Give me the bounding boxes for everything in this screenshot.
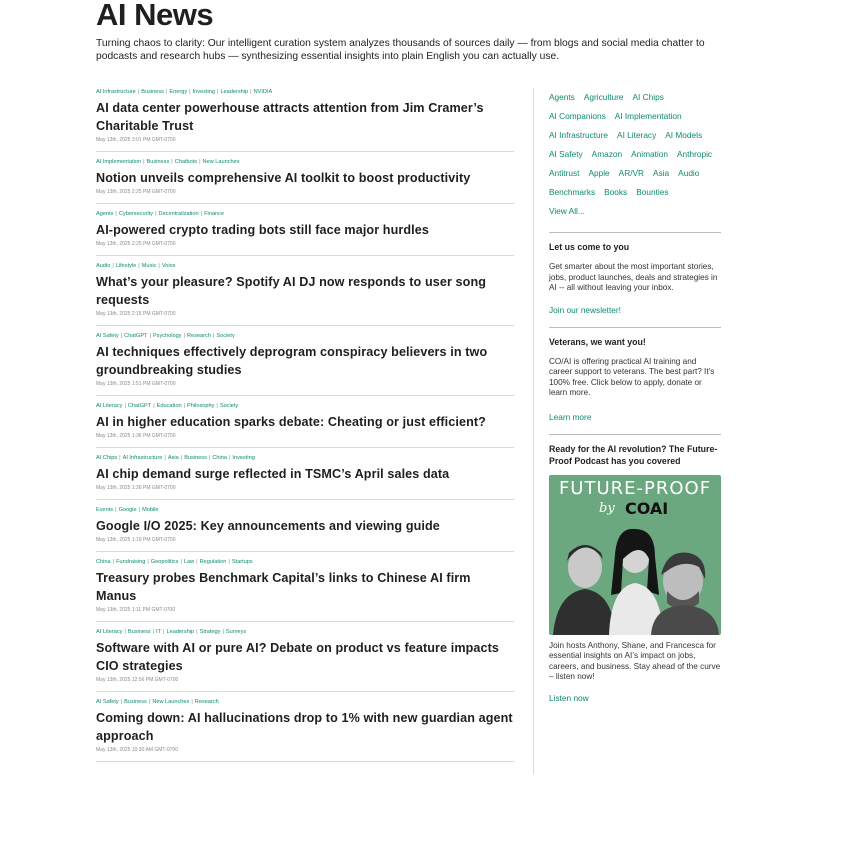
veterans-text: CO/AI is offering practical AI training and career support to veterans. The best part? It’s 100% free. Click below to apply, donate or learn more.	[549, 356, 715, 397]
article-tags	[96, 454, 514, 462]
newsletter-heading: Let us come to you	[549, 242, 630, 252]
article-tags	[96, 332, 514, 340]
article-item[interactable]	[96, 262, 514, 326]
article-date: May 13th, 2025 12:56 PM GMT-0700	[96, 677, 179, 683]
topic-link[interactable]: AI Infrastructure	[549, 130, 609, 140]
article-date: May 13th, 2025 10:30 AM GMT-0700	[96, 747, 178, 753]
article-headline-link[interactable]: AI data center powerhouse attracts attention from Jim Cramer’s Charitable Trust	[96, 101, 484, 133]
tag-separator: |	[124, 403, 126, 409]
tag-separator: |	[148, 699, 151, 705]
tag-separator: |	[120, 333, 123, 339]
article-tags	[96, 402, 514, 410]
tag-separator: |	[171, 159, 173, 165]
article-tags	[96, 628, 514, 636]
sidebar-divider	[549, 327, 721, 328]
tag-separator: |	[115, 211, 117, 217]
topic-link[interactable]: AI Companions	[549, 111, 606, 121]
article-headline-link[interactable]: AI chip demand surge reflected in TSMC’s April sales data	[96, 467, 450, 481]
tag-separator: |	[228, 455, 231, 461]
article-tag-link[interactable]: Cybersecurity	[118, 211, 154, 217]
article-tag-link[interactable]: Society	[219, 403, 239, 409]
article-tag-link[interactable]: AI Safety	[96, 699, 119, 705]
topic-link[interactable]: Antitrust	[549, 168, 580, 178]
column-divider	[533, 88, 534, 774]
article-tags	[96, 210, 514, 218]
topic-link[interactable]: Agents	[549, 92, 575, 102]
article-tag-link[interactable]: ChatGPT	[124, 333, 148, 339]
topic-link[interactable]: Anthropic	[677, 149, 713, 159]
article-tag-link[interactable]: Chatbots	[174, 159, 198, 165]
view-all-topics-link[interactable]: View All...	[549, 206, 585, 216]
article-tags	[96, 262, 514, 270]
article-date: May 13th, 2025 1:36 PM GMT-0700	[96, 433, 176, 439]
article-tag-link[interactable]: Business	[141, 89, 164, 95]
tag-separator: |	[138, 507, 141, 513]
article-tag-link[interactable]: Society	[216, 333, 235, 339]
page-intro: Turning chaos to clarity: Our intelligent curation system analyzes thousands of sources daily — from blogs and social media chatter to podcasts and research hubs — synthesizing essential insights into plain English you can actually use.	[96, 38, 705, 62]
topic-link[interactable]: Bounties	[636, 187, 669, 197]
newsletter-link[interactable]: Join our newsletter!	[549, 304, 621, 315]
article-tags	[96, 558, 514, 566]
article-date: May 13th, 2025 1:19 PM GMT-0700	[96, 537, 176, 543]
tag-separator: |	[196, 559, 198, 565]
article-tag-link[interactable]: Leadership	[166, 629, 195, 635]
article-headline-link[interactable]: AI in higher education sparks debate: Cheating or just efficient?	[96, 415, 486, 429]
podcast-heading: Ready for the AI revolution? The Future-Proof Podcast has you covered	[549, 443, 718, 466]
article-item[interactable]	[96, 402, 514, 448]
article-tag-link[interactable]: Psychology	[152, 333, 182, 339]
topic-link[interactable]: Audio	[678, 168, 700, 178]
article-tag-link[interactable]: China	[212, 455, 227, 461]
article-item[interactable]	[96, 158, 514, 204]
article-tag-link[interactable]: AI Safety	[96, 333, 119, 339]
tag-separator: |	[216, 403, 218, 409]
article-tag-link[interactable]: Philosophy	[187, 403, 215, 409]
article-tag-link[interactable]: Investing	[232, 455, 255, 461]
article-item[interactable]	[96, 628, 514, 692]
article-tag-link[interactable]: AI Implementation	[96, 159, 142, 165]
podcast-cover-logo: COAI	[625, 498, 669, 518]
article-tag-link[interactable]: IT	[156, 629, 162, 635]
podcast-cover-image[interactable]	[549, 475, 721, 635]
article-item[interactable]	[96, 332, 514, 396]
topic-link[interactable]: AI Literacy	[617, 130, 657, 140]
article-headline-link[interactable]: AI techniques effectively deprogram conspiracy believers in two groundbreaking studies	[96, 345, 488, 377]
article-tag-link[interactable]: NVIDIA	[253, 89, 273, 95]
topic-link[interactable]: Books	[604, 187, 628, 197]
article-tag-link[interactable]: Events	[96, 507, 114, 513]
tag-separator: |	[165, 89, 168, 95]
article-headline-link[interactable]: Notion unveils comprehensive AI toolkit to boost productivity	[96, 171, 471, 185]
podcast-caption: Join hosts Anthony, Shane, and Francesca for essential insights on AI’s impact on jobs, careers, and business. Stay ahead of the curve – listen now!	[549, 640, 721, 681]
article-tag-link[interactable]: AI Literacy	[96, 629, 123, 635]
tag-separator: |	[115, 507, 117, 513]
article-tag-link[interactable]: Energy	[169, 89, 188, 95]
tag-separator: |	[147, 559, 149, 565]
article-tag-link[interactable]: Leadership	[220, 89, 249, 95]
article-tag-link[interactable]: Agents	[96, 211, 114, 217]
tag-separator: |	[164, 455, 166, 461]
topic-link[interactable]: Apple	[588, 168, 610, 178]
article-tag-link[interactable]: Regulation	[199, 559, 227, 565]
article-tags	[96, 88, 514, 96]
tag-separator: |	[183, 333, 185, 339]
article-tag-link[interactable]: Business	[184, 455, 207, 461]
article-item[interactable]	[96, 210, 514, 256]
article-date: May 13th, 2025 1:26 PM GMT-0700	[96, 485, 176, 491]
article-date: May 13th, 2025 1:11 PM GMT-0700	[96, 607, 176, 613]
tag-separator: |	[112, 559, 115, 565]
article-headline-link[interactable]: Treasury probes Benchmark Capital’s links to Chinese AI firm Manus	[96, 571, 471, 603]
topic-link[interactable]: Asia	[653, 168, 670, 178]
podcast-hosts-illustration	[549, 475, 721, 635]
article-item[interactable]	[96, 454, 514, 500]
article-tag-link[interactable]: Google	[118, 507, 137, 513]
article-headline-link[interactable]: Coming down: AI hallucinations drop to 1% with new guardian agent approach	[96, 711, 513, 743]
tag-separator: |	[180, 455, 183, 461]
tag-separator: |	[124, 629, 126, 635]
newsletter-text: Get smarter about the most important stories, jobs, product launches, deals and strategies in AI -- all without leaving your inbox.	[549, 262, 718, 292]
article-tag-link[interactable]: Finance	[204, 211, 225, 217]
article-tag-link[interactable]: Geopolitics	[150, 559, 179, 565]
topic-link[interactable]: AI Implementation	[614, 111, 682, 121]
tag-separator: |	[228, 559, 230, 565]
article-headline-link[interactable]: What’s your pleasure? Spotify AI DJ now responds to user song requests	[96, 275, 487, 307]
tag-separator: |	[163, 629, 165, 635]
article-tag-link[interactable]: Strategy	[199, 629, 221, 635]
tag-separator: |	[216, 89, 219, 95]
tag-separator: |	[196, 629, 198, 635]
article-tag-link[interactable]: Startups	[231, 559, 253, 565]
article-headline-link[interactable]: AI-powered crypto trading bots still face major hurdles	[96, 223, 429, 237]
article-list	[96, 88, 514, 768]
article-tag-link[interactable]: Surveys	[225, 629, 247, 635]
article-tag-link[interactable]: AI Infrastructure	[96, 89, 136, 95]
veterans-heading: Veterans, we want you!	[549, 336, 646, 347]
tag-separator: |	[180, 559, 182, 565]
article-headline-link[interactable]: Software with AI or pure AI? Debate on product vs feature impacts CIO strategies	[96, 641, 500, 673]
podcast-cover-title: FUTURE-PROOF	[558, 477, 712, 499]
article-tag-link[interactable]: Business	[146, 159, 170, 165]
tag-separator: |	[153, 403, 155, 409]
article-tag-link[interactable]: Music	[141, 263, 157, 269]
article-tag-link[interactable]: Business	[127, 629, 151, 635]
tag-separator: |	[183, 403, 186, 409]
tag-separator: |	[191, 699, 193, 705]
sidebar	[549, 88, 721, 704]
article-tags	[96, 158, 514, 166]
tag-separator: |	[155, 211, 157, 217]
page-title: AI News	[96, 0, 214, 32]
article-tag-link[interactable]: ChatGPT	[127, 403, 152, 409]
topic-link[interactable]: AR/VR	[618, 168, 645, 178]
article-tag-link[interactable]: Audio	[96, 263, 111, 269]
article-tag-link[interactable]: Investing	[192, 89, 215, 95]
article-date: May 13th, 2025 3:01 PM GMT-0700	[96, 137, 176, 143]
article-tag-link[interactable]: Research	[187, 333, 211, 339]
article-tag-link[interactable]: Asia	[167, 455, 179, 461]
article-item[interactable]	[96, 698, 514, 762]
article-item[interactable]	[96, 558, 514, 622]
tag-separator: |	[119, 455, 121, 461]
tag-separator: |	[199, 159, 201, 165]
topic-link[interactable]: AI Chips	[632, 92, 664, 102]
tag-separator: |	[222, 629, 224, 635]
article-tag-link[interactable]: Mobile	[142, 507, 159, 513]
tag-separator: |	[152, 629, 155, 635]
topic-link[interactable]: AI Models	[665, 130, 703, 140]
article-date: May 13th, 2025 2:15 PM GMT-0700	[96, 311, 176, 317]
tag-separator: |	[120, 699, 123, 705]
topic-link[interactable]: Animation	[631, 149, 669, 159]
tag-separator: |	[208, 455, 211, 461]
topic-link[interactable]: Agriculture	[583, 92, 624, 102]
tag-separator: |	[158, 263, 160, 269]
sidebar-divider	[549, 434, 721, 435]
article-tag-link[interactable]: Fundraising	[116, 559, 146, 565]
tag-separator: |	[149, 333, 151, 339]
article-tags	[96, 698, 514, 706]
topic-list	[549, 88, 721, 202]
tag-separator: |	[200, 211, 203, 217]
veterans-learn-more-link[interactable]: Learn more	[549, 411, 592, 422]
podcast-cover-by: by	[599, 500, 615, 516]
tag-separator: |	[189, 89, 191, 95]
article-headline-link[interactable]: Google I/O 2025: Key announcements and viewing guide	[96, 519, 440, 533]
article-tag-link[interactable]: China	[96, 559, 111, 565]
article-tag-link[interactable]: AI Infrastructure	[122, 455, 163, 461]
article-tag-link[interactable]: Voice	[161, 263, 176, 269]
article-tag-link[interactable]: Education	[156, 403, 182, 409]
article-tag-link[interactable]: Decentralization	[158, 211, 199, 217]
article-tag-link[interactable]: AI Literacy	[96, 403, 123, 409]
tag-separator: |	[137, 89, 140, 95]
article-tag-link[interactable]: Lifestyle	[115, 263, 137, 269]
tag-separator: |	[212, 333, 215, 339]
article-tag-link[interactable]: Business	[124, 699, 147, 705]
topic-link[interactable]: Benchmarks	[549, 187, 596, 197]
tag-separator: |	[250, 89, 252, 95]
tag-separator: |	[143, 159, 145, 165]
article-item[interactable]	[96, 506, 514, 552]
tag-separator: |	[112, 263, 114, 269]
article-date: May 13th, 2025 1:51 PM GMT-0700	[96, 381, 176, 387]
article-tag-link[interactable]: New Launches	[152, 699, 190, 705]
article-tag-link[interactable]: New Launches	[202, 159, 240, 165]
sidebar-divider	[549, 232, 721, 233]
article-item[interactable]	[96, 88, 514, 152]
article-tags	[96, 506, 514, 514]
article-tag-link[interactable]: Research	[194, 699, 219, 705]
article-tag-link[interactable]: Law	[183, 559, 195, 565]
article-date: May 13th, 2025 2:25 PM GMT-0700	[96, 189, 176, 195]
topic-link[interactable]: AI Safety	[549, 149, 583, 159]
article-tag-link[interactable]: AI Chips	[96, 455, 118, 461]
article-date: May 13th, 2025 2:25 PM GMT-0700	[96, 241, 176, 247]
topic-link[interactable]: Amazon	[591, 149, 623, 159]
tag-separator: |	[138, 263, 140, 269]
podcast-listen-link[interactable]: Listen now	[549, 692, 589, 703]
